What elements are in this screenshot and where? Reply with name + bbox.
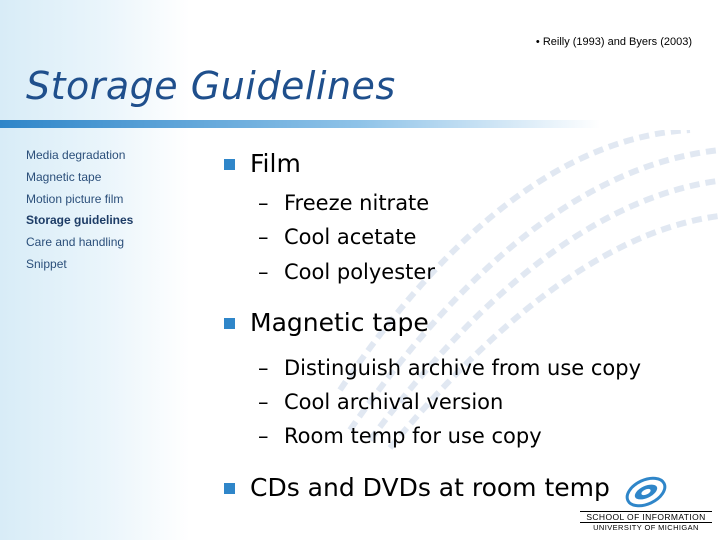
sub-list bbox=[258, 186, 702, 289]
sub-item bbox=[258, 351, 702, 385]
dash-marker: – bbox=[258, 355, 269, 380]
sidebar-item-magnetic-tape[interactable]: Magnetic tape bbox=[26, 169, 102, 184]
sub-item-label: Distinguish archive from use copy bbox=[284, 355, 642, 380]
bullet-label: CDs and DVDs at room temp bbox=[250, 472, 610, 502]
school-logo bbox=[580, 475, 712, 537]
sub-item-label: Cool polyester bbox=[284, 259, 435, 284]
dash-marker: – bbox=[258, 424, 269, 449]
page-title: Storage Guidelines bbox=[26, 64, 396, 108]
slide-content bbox=[222, 142, 702, 510]
sub-item bbox=[258, 255, 702, 289]
bullet-item bbox=[222, 301, 702, 345]
swirl-logo-icon bbox=[623, 475, 669, 509]
bullet-label: Magnetic tape bbox=[250, 307, 429, 337]
sub-item bbox=[258, 385, 702, 419]
sub-item-label: Cool acetate bbox=[284, 225, 417, 250]
sidebar-item-media-degradation[interactable]: Media degradation bbox=[26, 148, 126, 162]
sidebar-item-storage-guidelines[interactable]: Storage guidelines bbox=[26, 213, 134, 228]
sub-item-label: Cool archival version bbox=[284, 390, 504, 415]
square-bullet-icon bbox=[224, 159, 235, 170]
square-bullet-icon bbox=[224, 483, 235, 494]
bullet-item bbox=[222, 142, 702, 186]
sub-item bbox=[258, 419, 702, 453]
square-bullet-icon bbox=[224, 318, 235, 329]
dash-marker: – bbox=[258, 390, 269, 415]
logo-school-text: SCHOOL OF INFORMATION bbox=[580, 511, 712, 523]
citation-text: • Reilly (1993) and Byers (2003) bbox=[535, 36, 692, 48]
sidebar-item-snippet[interactable]: Snippet bbox=[26, 256, 67, 271]
sub-item-label: Room temp for use copy bbox=[284, 424, 542, 449]
dash-marker: – bbox=[258, 191, 269, 215]
dash-marker: – bbox=[258, 259, 269, 284]
bullet-label: Film bbox=[250, 149, 301, 178]
title-underline-rule bbox=[0, 120, 600, 128]
logo-university-text: UNIVERSITY OF MICHIGAN bbox=[593, 523, 699, 532]
sidebar-nav bbox=[26, 145, 186, 276]
dash-marker: – bbox=[258, 225, 269, 250]
sidebar-item-care-and-handling[interactable]: Care and handling bbox=[26, 235, 125, 250]
sub-item-label: Freeze nitrate bbox=[284, 191, 430, 215]
sidebar-item-motion-picture-film[interactable]: Motion picture film bbox=[26, 191, 124, 206]
sub-list bbox=[258, 351, 702, 454]
sub-item bbox=[258, 186, 702, 220]
sub-item bbox=[258, 220, 702, 254]
